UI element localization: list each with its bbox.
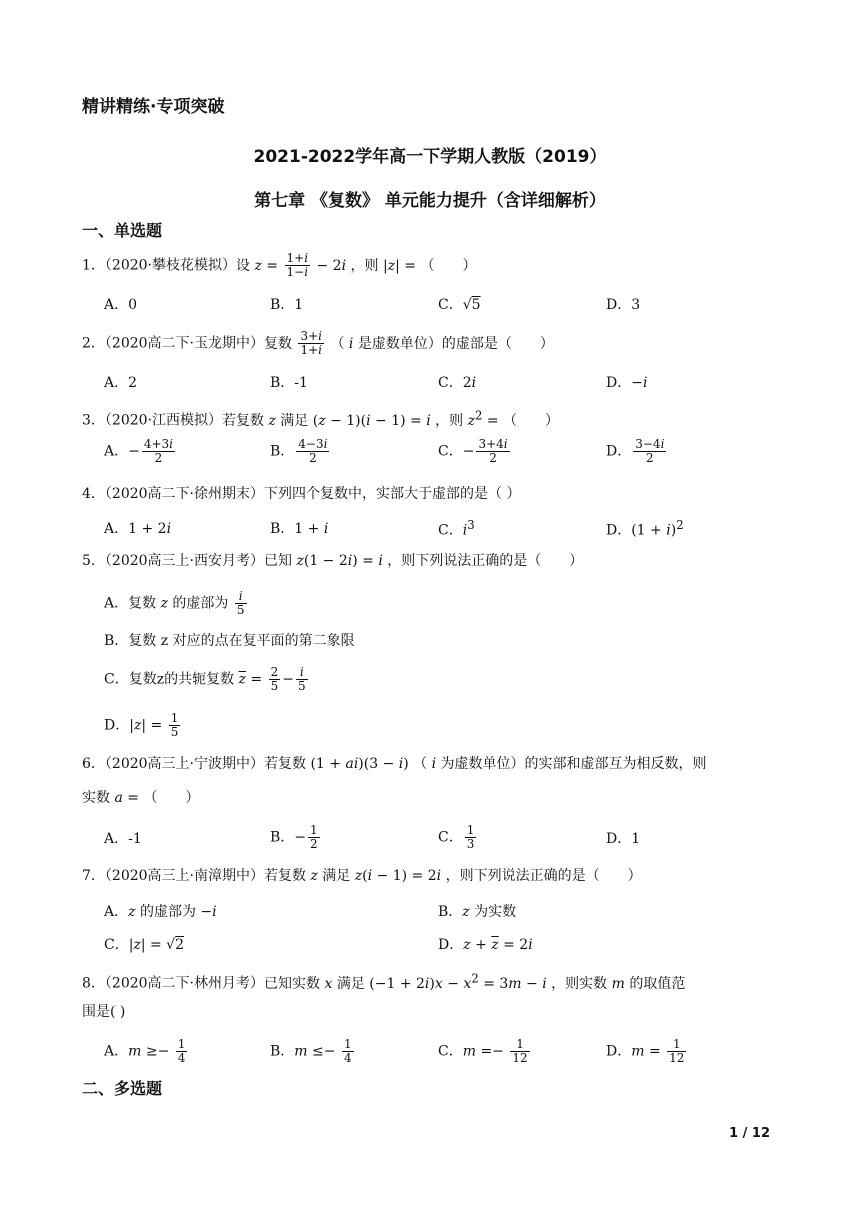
question-1-option-b: B．1 bbox=[270, 297, 304, 313]
question-text: 已知实数 x 满足 $(-1 + 2i)x - x^2 = 3m - i$ ，则实数 m 的取值范 bbox=[264, 971, 686, 992]
question-source: （2020高三上·宁波期中） bbox=[104, 756, 265, 772]
question-number: 8． bbox=[82, 975, 105, 992]
question-4-option-b: B．1 + i bbox=[270, 521, 329, 537]
question-4-option-c: C．$i^3$ bbox=[438, 518, 475, 539]
question-source: （2020高三上·西安月考） bbox=[104, 553, 265, 569]
question-6-option-b: B．− $\frac{1}{2}$ bbox=[270, 823, 318, 851]
question-6-stem-cont: 实数 a = （ ） bbox=[82, 790, 200, 806]
question-8-stem bbox=[82, 968, 685, 994]
question-1-option-c: C．√5 bbox=[438, 297, 481, 313]
question-2-option-a: A．2 bbox=[104, 375, 138, 391]
question-source: （2020高二下·玉龙期中） bbox=[104, 335, 265, 352]
question-3-stem bbox=[82, 405, 559, 431]
question-number: 5． bbox=[82, 553, 105, 569]
question-5-stem bbox=[82, 551, 583, 571]
question-7-option-a: A．z 的虚部为 −i bbox=[104, 904, 217, 920]
question-number: 3． bbox=[82, 412, 105, 429]
question-4-option-a: A．1 + 2i bbox=[104, 521, 172, 537]
question-6-option-c: C． $\frac{1}{3}$ bbox=[438, 823, 475, 851]
question-5-option-d: D．|z| = $\frac{1}{5}$ bbox=[104, 711, 179, 739]
question-text: 复数 $\frac{3+i}{1+i}$ （ i 是虚数单位）的虚部是（ ） bbox=[264, 329, 554, 357]
question-text: 已知 z(1 − 2i) = i ，则下列说法正确的是（ ） bbox=[264, 553, 584, 569]
question-text: 若复数 z 满足 z(i − 1) = 2i ，则下列说法正确的是（ ） bbox=[264, 868, 642, 884]
question-4-stem bbox=[82, 484, 520, 504]
question-8-option-a: A．m ≥− $\frac{1}{4}$ bbox=[104, 1037, 186, 1065]
question-text: 若复数 (1 + ai)(3 − i) （ i 为虚数单位）的实部和虚部互为相反数，则 bbox=[264, 756, 707, 772]
question-text: 若复数 z 满足 (z − 1)(i − 1) = i ，则 $z^2$ = （ ） bbox=[222, 408, 560, 429]
doc-title-line2: 第七章 《复数》 单元能力提升（含详细解析） bbox=[254, 191, 606, 211]
doc-title-line1: 2021-2022学年高一下学期人教版（2019） bbox=[253, 147, 607, 167]
question-source: （2020高三上·南漳期中） bbox=[104, 868, 265, 884]
question-2-option-c: C．2i bbox=[438, 375, 477, 391]
question-source: （2020·攀枝花模拟） bbox=[104, 257, 237, 274]
question-7-option-c: C．|z| = √2 bbox=[104, 937, 185, 953]
question-number: 4． bbox=[82, 486, 105, 502]
question-number: 7． bbox=[82, 868, 105, 884]
question-text: 下列四个复数中，实部大于虚部的是（ ） bbox=[264, 486, 521, 502]
question-source: （2020高二下·徐州期末） bbox=[104, 486, 265, 502]
question-6-stem bbox=[82, 754, 707, 774]
question-3-option-a: A．− $\frac{4+3i}{2}$ bbox=[104, 437, 174, 465]
question-2-option-b: B．-1 bbox=[270, 375, 308, 391]
question-source: （2020·江西模拟） bbox=[104, 412, 223, 429]
question-3-option-d: D． $\frac{3-4i}{2}$ bbox=[606, 437, 665, 465]
question-2-option-d: D．−i bbox=[606, 375, 648, 391]
question-3-option-c: C．− $\frac{3+4i}{2}$ bbox=[438, 437, 508, 465]
question-8-stem-cont: 围是( ) bbox=[82, 1004, 126, 1020]
question-8-option-b: B．m ≤− $\frac{1}{4}$ bbox=[270, 1037, 352, 1065]
question-6-option-a: A．-1 bbox=[104, 831, 142, 847]
question-1-option-a: A．0 bbox=[104, 297, 138, 313]
question-1-option-d: D．3 bbox=[606, 297, 641, 313]
question-2-stem bbox=[82, 330, 554, 357]
question-7-option-b: B．z 为实数 bbox=[438, 904, 517, 920]
question-5-option-a: A．复数 z 的虚部为 $\frac{i}{5}$ bbox=[104, 589, 245, 617]
question-5-option-c: C．复数z的共轭复数 $\overline{z}$ = $\frac{2}{5}$ − $\frac{i}{5}$ bbox=[104, 665, 306, 693]
brand-heading: 精讲精练·专项突破 bbox=[82, 97, 225, 117]
question-4-option-d: D．$(1 + i)^2$ bbox=[606, 518, 684, 539]
question-7-stem bbox=[82, 866, 642, 886]
question-8-option-c: C．m =− $\frac{1}{12}$ bbox=[438, 1037, 528, 1065]
question-source: （2020高二下·林州月考） bbox=[104, 975, 265, 992]
question-number: 6． bbox=[82, 756, 105, 772]
question-3-option-b: B． $\frac{4-3i}{2}$ bbox=[270, 437, 328, 465]
question-5-option-b: B．复数 z 对应的点在复平面的第二象限 bbox=[104, 633, 355, 649]
question-6-option-d: D．1 bbox=[606, 831, 641, 847]
section-single-choice: 一、单选题 bbox=[82, 221, 163, 240]
question-number: 2． bbox=[82, 335, 105, 352]
question-1-stem bbox=[82, 252, 476, 279]
question-8-option-d: D．m = $\frac{1}{12}$ bbox=[606, 1037, 685, 1065]
section-multi-choice: 二、多选题 bbox=[82, 1079, 163, 1098]
page-number: 1 / 12 bbox=[729, 1126, 770, 1141]
question-number: 1． bbox=[82, 257, 105, 274]
question-7-option-d: D．$z + \overline{z} = 2i$ bbox=[438, 937, 533, 953]
question-text: 设 z = $\frac{1+i}{1-i}$ − 2i ，则 |z| = （ ） bbox=[236, 251, 477, 279]
